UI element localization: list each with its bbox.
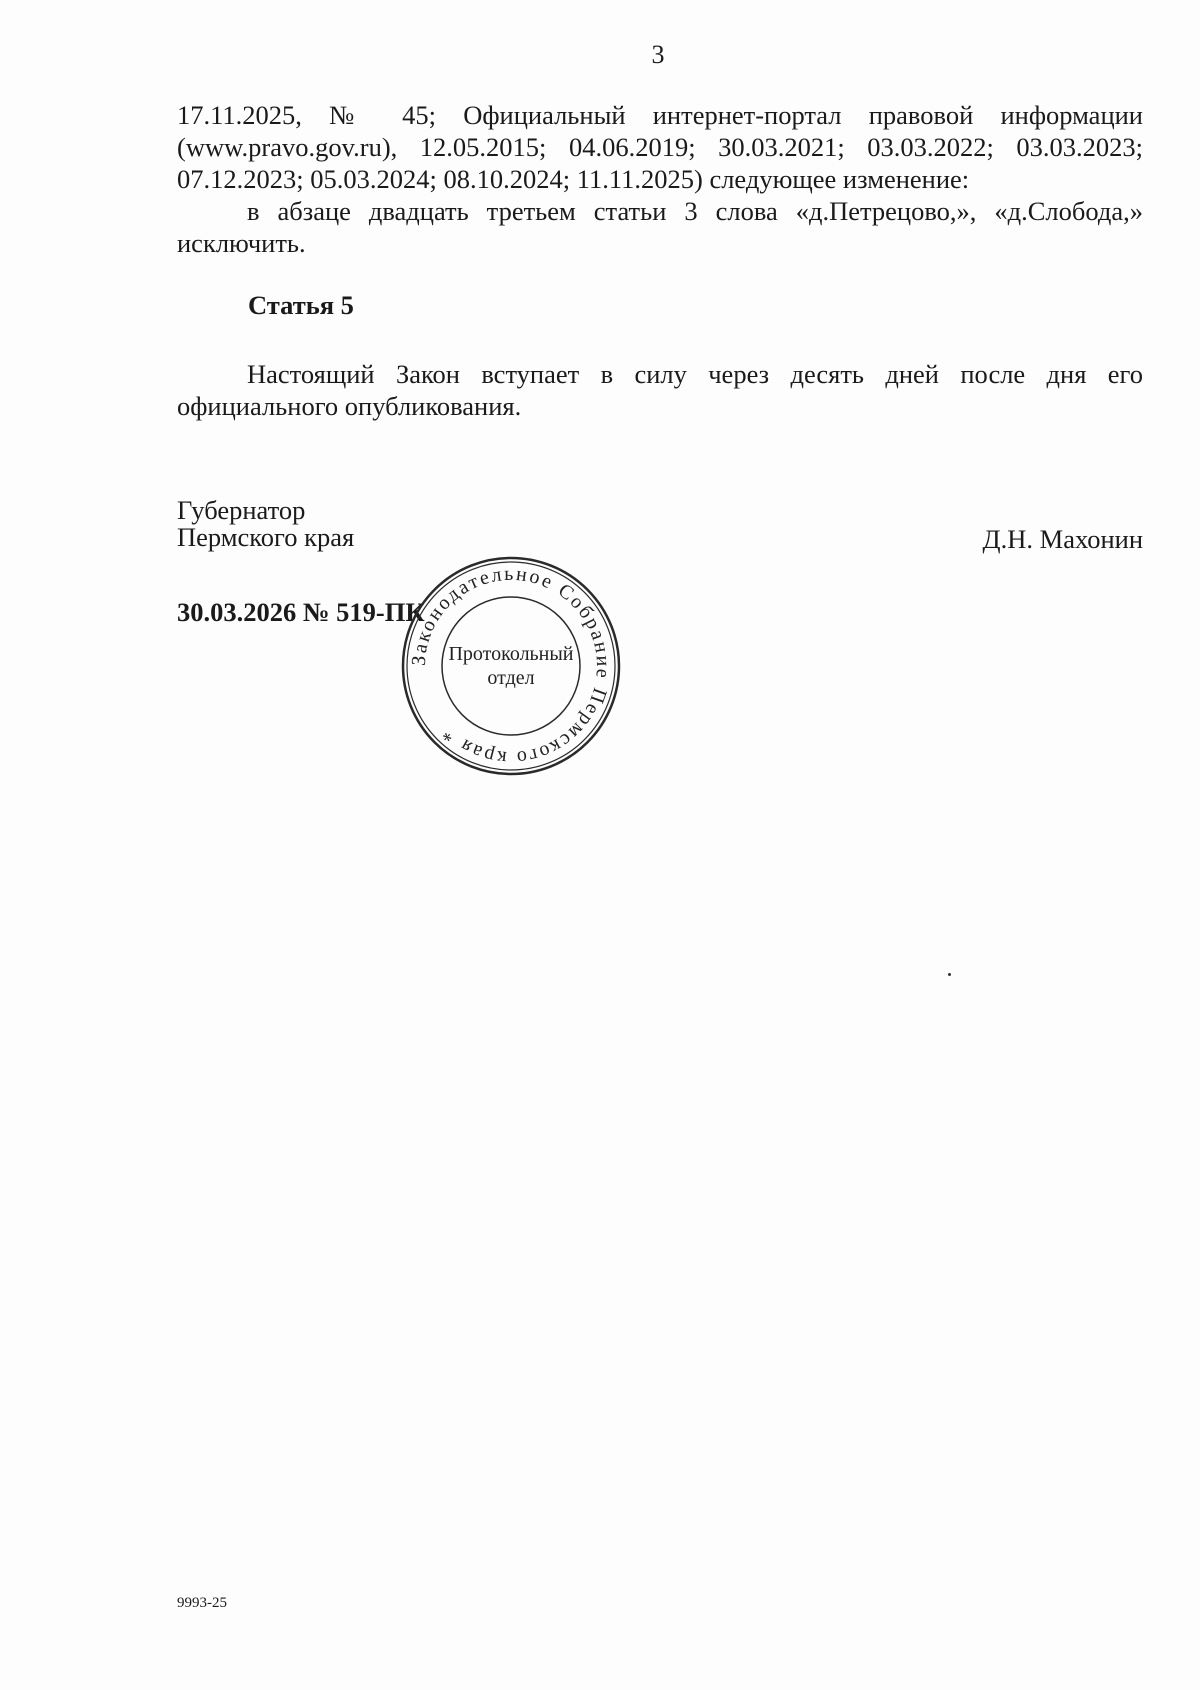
stamp-ring-text: Законодательное Собрание Пермского края * bbox=[407, 562, 615, 770]
stamp-center-line: отдел bbox=[487, 667, 535, 689]
stamp-center-text bbox=[400, 555, 622, 777]
paragraph-entry-into-force: Настоящий Закон вступает в силу через десять дней после дня его официального опубликования. bbox=[177, 359, 1143, 421]
paragraph-line: 07.12.2023; 05.03.2024; 08.10.2024; 11.11.2025) следующее изменение: bbox=[177, 164, 970, 194]
signatory-title-line: Губернатор bbox=[177, 495, 306, 525]
law-date-number: 30.03.2026 № 519-ПК bbox=[177, 597, 425, 627]
document-code: 9993-25 bbox=[177, 1595, 227, 1611]
official-stamp bbox=[400, 555, 622, 777]
scan-speck bbox=[948, 973, 951, 976]
signatory-name: Д.Н. Махонин bbox=[982, 524, 1143, 554]
paragraph-line: 17.11.2025, № 45; Официальный интернет-портал правовой информации bbox=[177, 100, 1143, 130]
article-heading: Статья 5 bbox=[248, 290, 354, 320]
paragraph-line: (www.pravo.gov.ru), 12.05.2015; 04.06.2019; 30.03.2021; 03.03.2022; 03.03.2023; bbox=[177, 132, 1143, 162]
stamp-center-line: Протокольный bbox=[448, 643, 574, 665]
signatory-title bbox=[177, 497, 354, 551]
page-number: 3 bbox=[651, 40, 665, 69]
signatory-title-line: Пермского края bbox=[177, 522, 355, 552]
paragraph-amendment-text: в абзаце двадцать третьем статьи 3 слова «д.Петрецово,», «д.Слобода,» исключить. bbox=[177, 196, 1143, 258]
paragraph-amendment-sources bbox=[177, 99, 1143, 195]
